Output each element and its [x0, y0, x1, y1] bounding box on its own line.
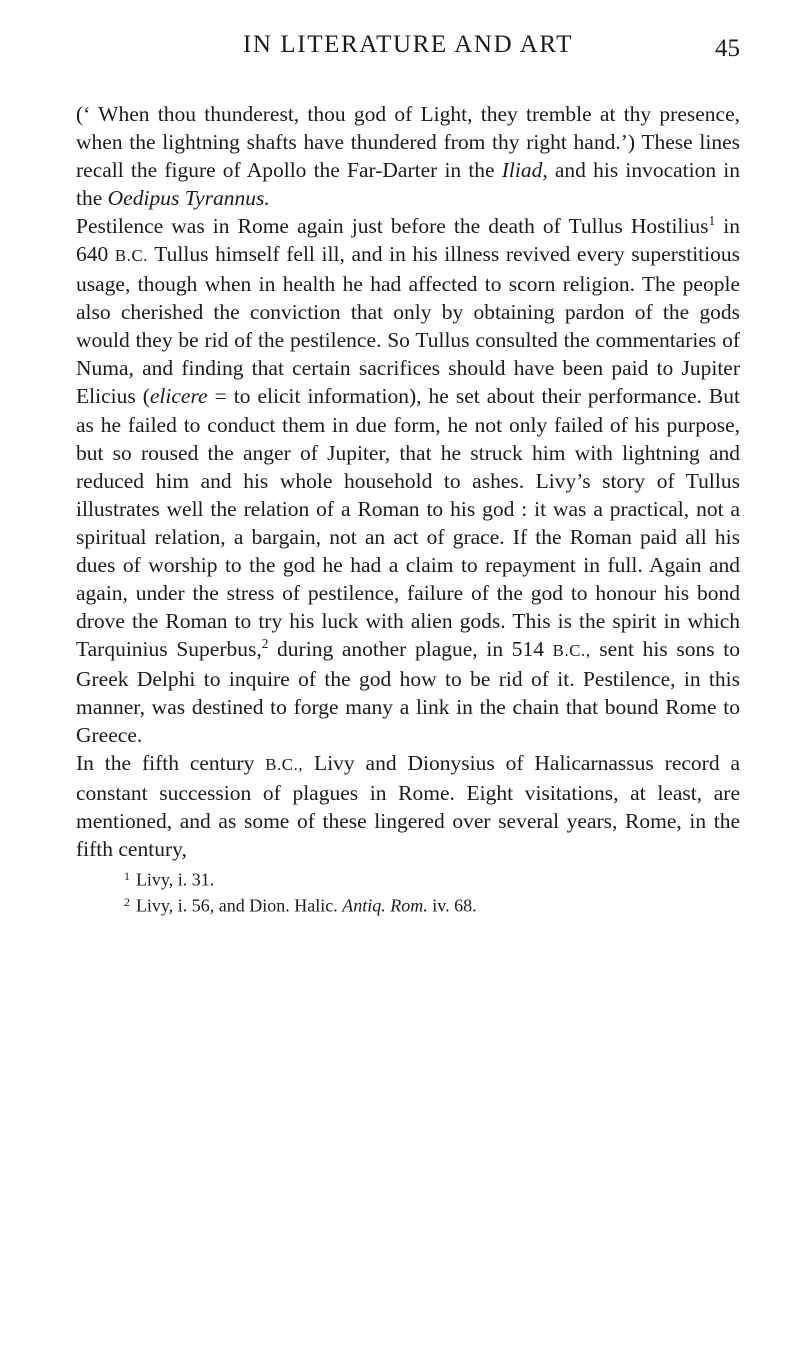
text-run: Tullus himself fell ill, and in his illness revived every superstitious usage, though when in health he had affected to scorn religion. The people also cherished the conviction that only by obtaining pardon of the gods would they be rid of the pestilence. So Tullus consulted the commentaries of Numa, and finding that certain sacrifices should have been paid to Jupiter Elicius (: [76, 242, 741, 409]
era-abbreviation: B.C.,: [265, 755, 304, 775]
footnote-text: iv. 68.: [427, 894, 477, 915]
paragraph-tullus: [76, 212, 740, 749]
text-run: Livy and Dionysius of Halicarnassus record a constant succession of plagues in Rome. Eight visitations, at least, are mentioned, and as some of these lingered over several years, Rome, in the fifth century,: [76, 751, 740, 862]
text-run: = to elicit information), he set about their performance. But as he failed to conduct them in due form, he not only failed of his purpose, but so roused the anger of Jupiter, that he struck him with lightning and reduced him and his whole household to ashes. Livy’s story of Tullus illustrates well the relation of a Roman to his god : it was a practical, not a spiritual relation, a bargain, not an act of grace. If the Roman paid all his dues of worship to the god he had a claim to repayment in full. Again and again, under the stress of pestilence, failure of the god to honour his bond drove the Roman to try his luck with alien gods. This is the spirit in which Tarquinius Superbus,: [76, 384, 740, 661]
paragraph-quote-commentary: [76, 100, 740, 212]
italic-title-oedipus: Oedipus Tyrannus.: [107, 186, 270, 211]
footnotes: [76, 865, 740, 916]
italic-title-iliad: Iliad,: [501, 158, 548, 183]
text-run: during another plague, in 514: [268, 636, 553, 661]
footnote-mark: 1: [124, 869, 130, 884]
text-run: sent his sons to Greek Delphi to inquire of the god how to be rid of it. Pestilence, in this manner, was destined to forge many a link in the chain that bound Rome to Greece.: [76, 636, 740, 748]
page-number: 45: [715, 35, 740, 62]
text-run: in 640: [76, 214, 740, 267]
text-run: In the fifth century: [76, 751, 266, 776]
paragraph-fifth-century: [76, 749, 740, 863]
running-title: IN LITERATURE AND ART: [243, 31, 573, 58]
footnote-ref-2: 2: [261, 635, 269, 651]
footnote-italic-title: Antiq. Rom.: [342, 894, 428, 915]
footnote-2: [124, 891, 740, 916]
footnote-text: Livy, i. 56, and Dion. Halic.: [135, 894, 343, 915]
footnote-1: [124, 865, 740, 890]
footnote-ref-1: 1: [708, 213, 716, 229]
footnote-text: Livy, i. 31.: [135, 869, 215, 890]
era-abbreviation: B.C.,: [552, 640, 591, 660]
running-header: [76, 28, 740, 72]
era-abbreviation: B.C.: [114, 246, 149, 266]
text-run: Pestilence was in Rome again just before the death of Tullus Hostilius: [76, 214, 709, 239]
text-run: and his invocation in the: [76, 158, 740, 211]
footnote-mark: 2: [124, 894, 130, 909]
book-page: [76, 28, 740, 916]
text-run: (‘ When thou thunderest, thou god of Light, they tremble at thy presence, when the lightning shafts have thundered from thy right hand.’) These lines recall the figure of Apollo the Far-Darter in the: [76, 102, 740, 183]
body-text: [76, 100, 740, 863]
italic-latin-term: elicere: [149, 384, 208, 409]
